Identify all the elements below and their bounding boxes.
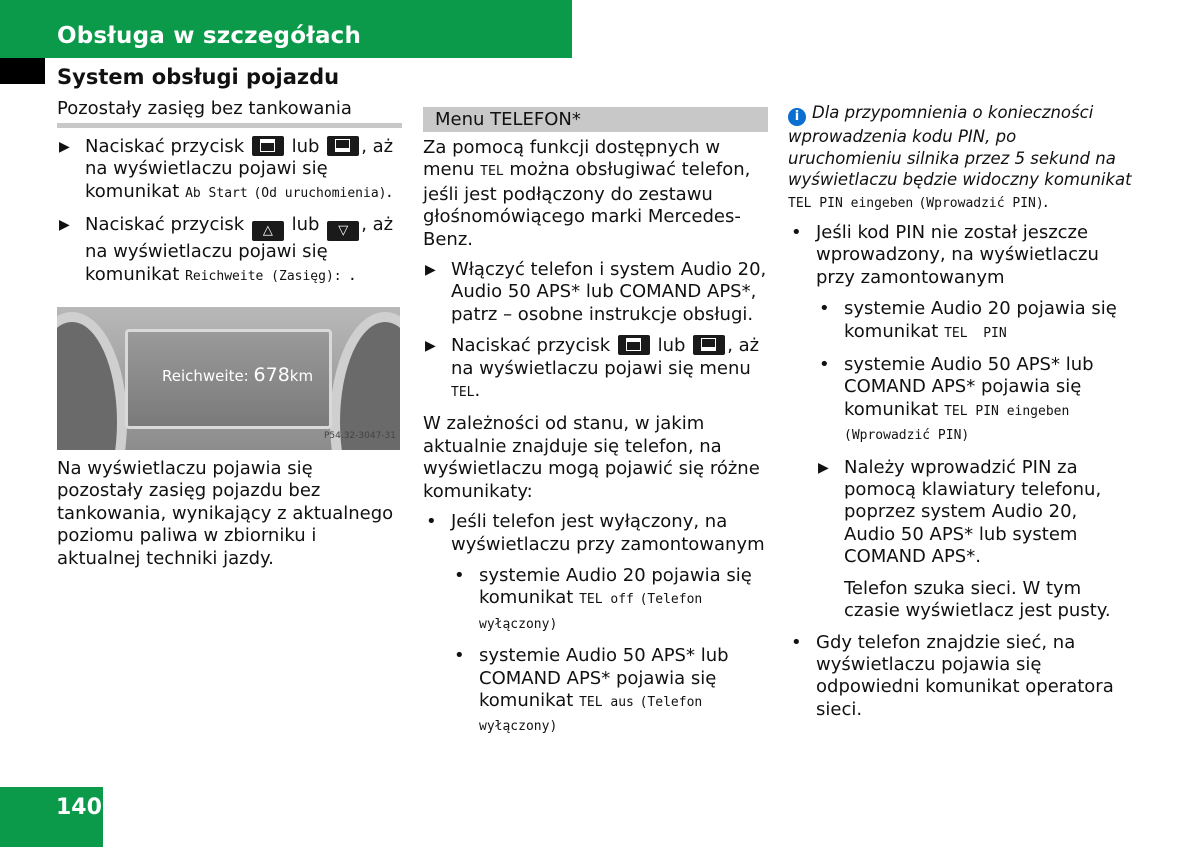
info-note <box>788 102 1133 214</box>
audio50-pin-item <box>788 354 1133 448</box>
arrow-icon: ▶ <box>59 139 70 155</box>
bullet-text: systemie Audio 50 APS* lub COMAND APS* pojawia się komunikat <box>844 354 1094 420</box>
enter-pin-step <box>788 457 1133 569</box>
step-text: lub <box>657 335 686 357</box>
bullet-text: Gdy telefon znajdzie sieć, na wyświetlaczu pojawia się odpowiedni komunikat operatora sieci. <box>816 631 1114 720</box>
step-text: . <box>474 380 481 402</box>
arrow-icon: ▶ <box>59 217 70 234</box>
menu-back-key-icon <box>327 136 359 156</box>
step-text: Naciskać przycisk <box>85 214 245 236</box>
bullet-dot: • <box>454 645 465 667</box>
intro-text: Za pomocą funkcji dostępnych w menu <box>423 137 721 181</box>
bullet-dot: • <box>791 222 802 243</box>
column-2 <box>423 107 768 748</box>
network-found-item <box>788 632 1133 722</box>
info-text: . <box>1043 191 1049 211</box>
bullet-dot: • <box>454 564 465 586</box>
telephone-step-2 <box>423 335 768 404</box>
pin-not-entered-item <box>788 222 1133 289</box>
step-text: Naciskać przycisk <box>85 136 245 157</box>
arrow-icon: ▶ <box>425 262 436 279</box>
phone-off-item <box>423 511 768 556</box>
step-text: lub <box>291 136 320 157</box>
step-text: , aż na wyświetlaczu pojawi się komunikat <box>85 214 394 285</box>
display-message: TEL PIN eingeben <box>944 403 1070 419</box>
display-message: TEL off <box>579 592 634 608</box>
range-description: Na wyświetlaczu pojawia się pozostały zasięg pojazdu bez tankowania, wynikający z aktualnego poziomu paliwa w zbiorniku i aktualnej techniki jazdy. <box>57 458 394 569</box>
column-3 <box>788 102 1133 730</box>
intro-text: można obsługiwać telefon, jeśli jest podłączony do zestawu głośnomówiącego marki Mercedes-Benz. <box>423 159 751 250</box>
menu-forward-key-icon <box>618 335 650 355</box>
range-readout <box>162 364 313 387</box>
readout-label: Reichweite: <box>162 367 249 386</box>
step-text: lub <box>291 214 320 236</box>
column-1 <box>57 98 402 578</box>
display-message-translation: (Od uruchomienia) <box>253 185 387 201</box>
black-tab <box>0 58 45 84</box>
step-text: Naciskać przycisk <box>451 335 611 357</box>
display-message-translation: (Wprowadzić PIN) <box>844 428 970 444</box>
section-title: Obsługa w szczegółach <box>57 23 362 49</box>
bullet-text: systemie Audio 50 APS* lub COMAND APS* pojawia się komunikat <box>479 645 729 711</box>
audio20-off-item <box>423 565 768 636</box>
bullet-dot: • <box>426 511 437 533</box>
page-number: 140 <box>56 795 102 820</box>
image-code: P54.32-3047-31 <box>323 430 396 441</box>
arrow-icon: ▶ <box>425 338 436 355</box>
step-text: . <box>386 180 393 202</box>
display-message-translation: (Telefon wyłączony) <box>479 694 703 735</box>
step-text: Należy wprowadzić PIN za pomocą klawiatury telefonu, poprzez system Audio 20, Audio 50 APS* lub system COMAND APS*. <box>844 456 1102 568</box>
readout-value: 678 <box>253 364 290 387</box>
bullet-text: systemie Audio 20 pojawia się komunikat <box>844 298 1117 342</box>
bullet-text: Jeśli kod PIN nie został jeszcze wprowadzony, na wyświetlaczu przy zamontowanym <box>816 222 1099 288</box>
step-text: Włączyć telefon i system Audio 20, Audio 50 APS* lub COMAND APS*, patrz – osobne instrukcje obsługi. <box>451 259 767 325</box>
display-message: TEL PIN eingeben <box>788 195 914 211</box>
page-subtitle: System obsługi pojazdu <box>57 65 340 89</box>
status-intro: W zależności od stanu, w jakim aktualnie znajduje się telefon, na wyświetlaczu mogą pojawić się różne komunikaty: <box>423 413 760 502</box>
header-bar <box>0 0 572 58</box>
bullet-dot: • <box>791 631 802 653</box>
step-text: , aż na wyświetlaczu pojawi się menu <box>451 335 760 379</box>
menu-forward-key-icon <box>252 136 284 156</box>
bullet-dot: • <box>819 354 830 376</box>
bullet-text: systemie Audio 20 pojawia się komunikat <box>479 564 752 609</box>
step-text: , aż na wyświetlaczu pojawi się komunikat <box>85 136 394 202</box>
instrument-cluster-image <box>57 307 400 450</box>
arrow-down-key-icon: ▽ <box>327 221 359 241</box>
audio50-off-item <box>423 645 768 739</box>
info-text: Dla przypomnienia o konieczności wprowadzenia kodu PIN, po uruchomieniu silnika przez 5 sekund na wyświetlaczu będzie widoczny komunikat <box>788 103 1132 189</box>
searching-network-note: Telefon szuka sieci. W tym czasie wyświetlacz jest pusty. <box>844 577 1111 622</box>
step-text: . <box>349 263 356 285</box>
display-message: Reichweite (Zasięg): <box>185 268 350 284</box>
readout-unit: km <box>289 367 314 386</box>
telephone-intro <box>423 137 768 251</box>
left-gauge <box>57 312 127 450</box>
display-message: TEL aus <box>579 694 634 710</box>
info-icon: i <box>788 108 806 126</box>
bullet-text: Jeśli telefon jest wyłączony, na wyświetlaczu przy zamontowanym <box>451 511 765 555</box>
display-message-translation: (Telefon wyłączony) <box>479 592 703 632</box>
arrow-up-key-icon: △ <box>252 221 284 241</box>
display-message-translation: (Wprowadzić PIN) <box>918 195 1044 211</box>
display-message: TEL PIN <box>944 325 1007 341</box>
telephone-step-1 <box>423 259 768 326</box>
telephone-menu-heading: Menu TELEFON* <box>423 107 768 132</box>
display-message: Ab Start <box>185 185 248 201</box>
display-message: TEL <box>480 164 504 180</box>
display-message: TEL <box>451 385 475 401</box>
audio20-pin-item <box>788 298 1133 345</box>
menu-back-key-icon <box>693 335 725 355</box>
multifunction-display <box>125 329 332 429</box>
range-step-2 <box>57 214 402 288</box>
range-heading: Pozostały zasięg bez tankowania <box>57 98 402 128</box>
arrow-icon: ▶ <box>818 459 829 476</box>
bullet-dot: • <box>819 298 830 320</box>
range-step-1 <box>57 136 402 205</box>
